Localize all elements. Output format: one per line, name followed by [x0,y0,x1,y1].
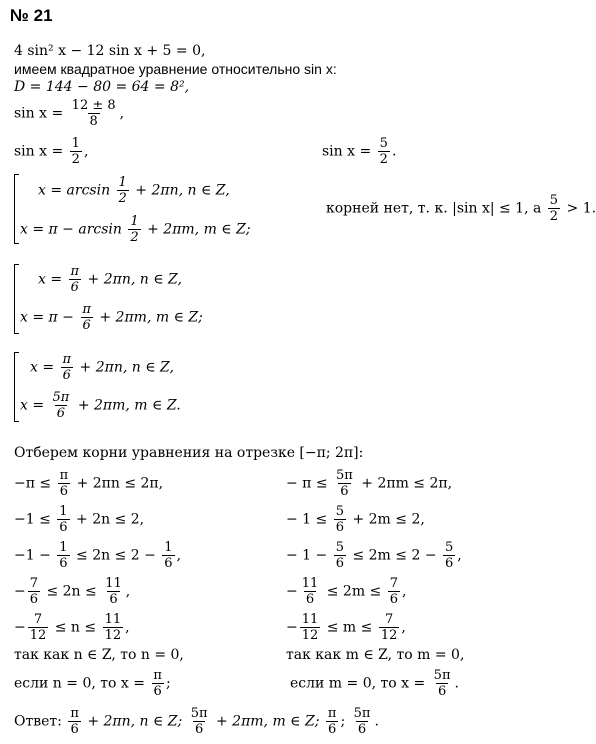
root-one-half: sin x = $\frac{1}{2}$ , [14,136,89,167]
system2-line1: x = $\frac{\pi}{6}$ + 2πn, n ∈ Z, [38,264,182,295]
roots-formula: sin x = $\frac{12 \pm 8}{8}$ , [14,98,125,129]
system-bracket-2 [14,264,19,334]
no-roots-note: корней нет, т. к. |sin x| ≤ 1, а $\frac{5}{2}$ > 1. [326,193,596,224]
right-ineq-2: − 1 ≤ $\frac{5}{6}$ + 2m ≤ 2, [286,504,425,535]
left-ineq-1: −π ≤ $\frac{\pi}{6}$ + 2πn ≤ 2π, [14,468,164,499]
roots-fraction: $\frac{12 \pm 8}{8}$ [71,98,116,129]
system2-line2: x = π − $\frac{\pi}{6}$ + 2πm, m ∈ Z; [20,302,203,333]
left-integer-note: так как n ∈ Z, то n = 0, [14,647,184,663]
right-ineq-1: − π ≤ $\frac{5\pi}{6}$ + 2πm ≤ 2π, [286,468,453,499]
system1-line1: x = arcsin $\frac{1}{2}$ + 2πn, n ∈ Z, [38,175,230,206]
quadratic-note: имеем квадратное уравнение относительно sin x: [14,61,337,77]
problem-number: № 21 [10,6,53,25]
system3-line1: x = $\frac{\pi}{6}$ + 2πn, n ∈ Z, [30,352,174,383]
system3-line2: x = $\frac{5\pi}{6}$ + 2πm, m ∈ Z. [20,390,181,421]
answer: Ответ: $\frac{\pi}{6}$ + 2πn, n ∈ Z; $\frac{5\pi}{6}$ + 2πm, m ∈ Z; $\frac{\pi}{6}$ ; $\frac{5\pi}{6}$ . [14,706,379,737]
left-ineq-2: −1 ≤ $\frac{1}{6}$ + 2n ≤ 2, [14,504,145,535]
system-bracket-3 [14,352,19,422]
discriminant: D = 144 − 80 = 64 = 8², [14,79,190,95]
interval-text: Отберем корни уравнения на отрезке [−π; 2π]: [14,445,364,461]
left-ineq-4: − $\frac{7}{6}$ ≤ 2n ≤ $\frac{11}{6}$ , [14,576,131,607]
right-ineq-3: − 1 − $\frac{5}{6}$ ≤ 2m ≤ 2 − $\frac{5}{6}$ , [286,540,462,571]
left-result: если n = 0, то x = $\frac{\pi}{6}$ ; [14,668,171,699]
left-ineq-5: − $\frac{7}{12}$ ≤ n ≤ $\frac{11}{12}$ , [14,612,130,643]
root-five-halves: sin x = $\frac{5}{2}$ . [322,136,397,167]
right-result: если m = 0, то x = $\frac{5\pi}{6}$ . [290,668,459,699]
right-integer-note: так как m ∈ Z, то m = 0, [286,647,465,663]
equation-main: 4 sin² x − 12 sin x + 5 = 0, [14,43,206,59]
right-ineq-4: − $\frac{11}{6}$ ≤ 2m ≤ $\frac{7}{6}$ , [286,576,407,607]
answer-label: Ответ: [14,713,62,730]
right-ineq-5: − $\frac{11}{12}$ ≤ m ≤ $\frac{7}{12}$ , [286,612,406,643]
left-ineq-3: −1 − $\frac{1}{6}$ ≤ 2n ≤ 2 − $\frac{1}{6}$ , [14,540,182,571]
system-bracket-1 [14,174,19,244]
roots-formula-lhs: sin x = [14,105,64,122]
system1-line2: x = π − arcsin $\frac{1}{2}$ + 2πm, m ∈ Z; [20,214,251,245]
